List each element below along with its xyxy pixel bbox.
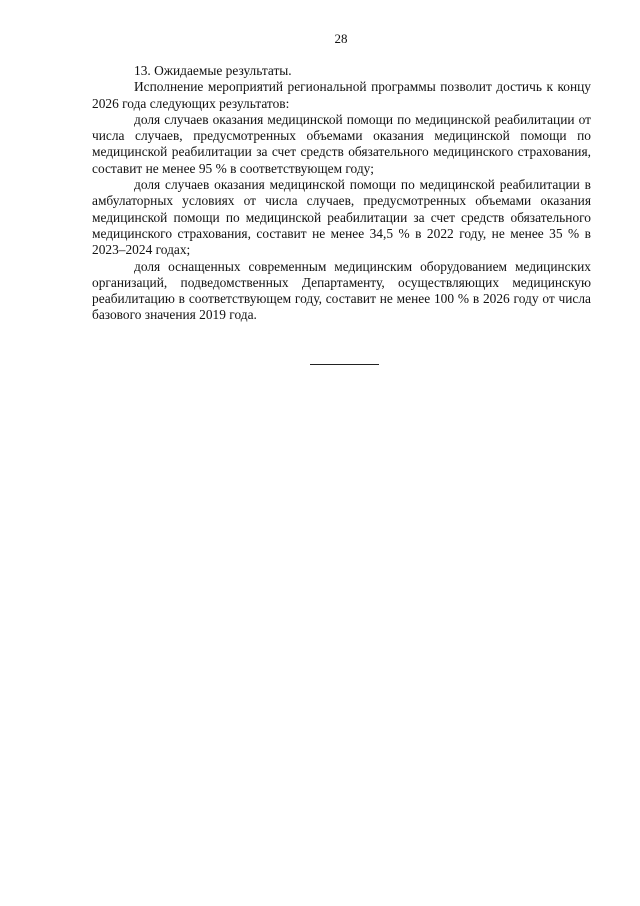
result-item-3: доля оснащенных современным медицинским оборудованием медицинских организаций, подведомственных Департаменту, осуществляющих медицинскую реабилитацию в соответствующем году, составит не менее 100 % в 2026 году от числа базового значения 2019 года. [92, 258, 591, 323]
page-number: 28 [334, 31, 348, 46]
end-divider [310, 364, 379, 365]
intro-paragraph: Исполнение мероприятий региональной программы позволит достичь к концу 2026 года следующих результатов: [92, 79, 591, 111]
result-item-1: доля случаев оказания медицинской помощи по медицинской реабилитации от числа случаев, предусмотренных объемами оказания медицинской помощи по медицинской реабилитации за счет средств обязательного медицинского страхования, составит не менее 95 % в соответствующем году; [92, 111, 591, 176]
section-heading: 13. Ожидаемые результаты. [134, 63, 292, 78]
section-body [92, 63, 591, 324]
result-item-2: доля случаев оказания медицинской помощи по медицинской реабилитации в амбулаторных условиях от числа случаев, предусмотренных объемами оказания медицинской помощи по медицинской реабилитации за счет средств обязательного медицинского страхования, составит не менее 34,5 % в 2022 году, не менее 35 % в 2023–2024 годах; [92, 177, 591, 258]
